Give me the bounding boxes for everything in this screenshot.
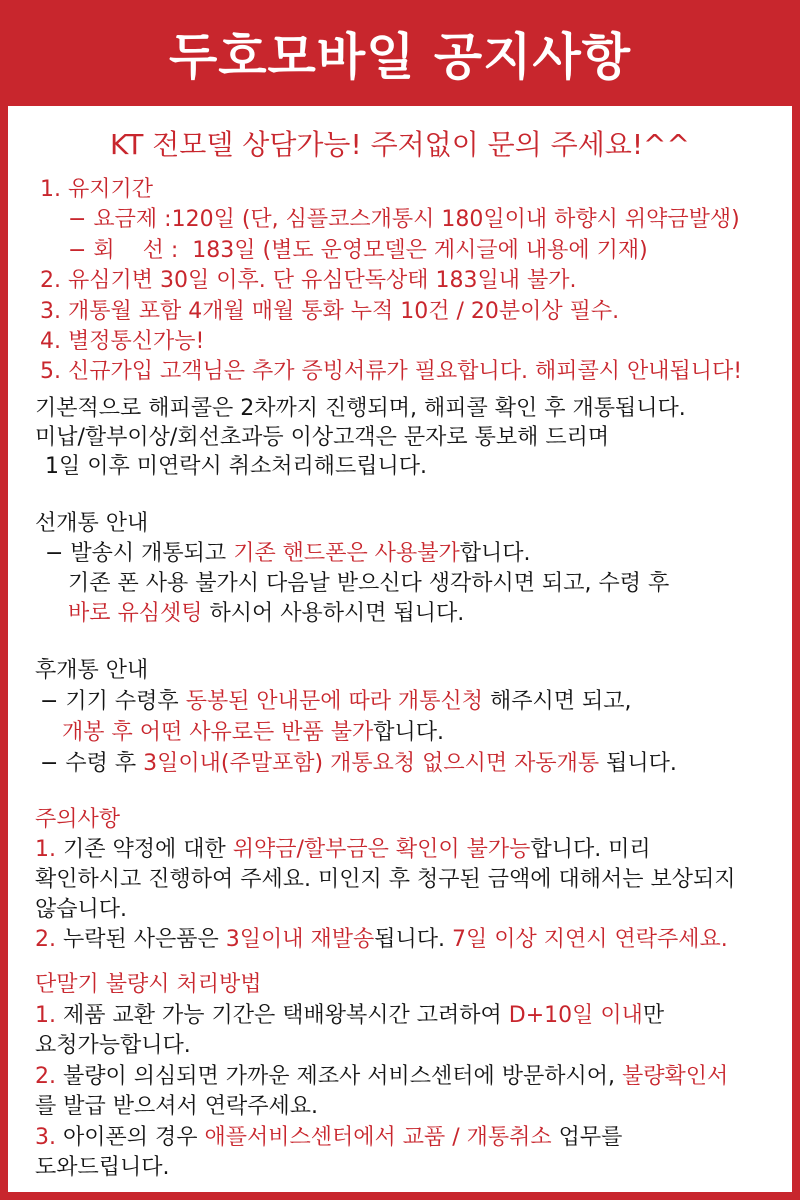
line-text: 합니다. bbox=[459, 540, 531, 566]
policy-item: 1. 유지기간 bbox=[40, 177, 153, 202]
line-text: 요청가능합니다. bbox=[35, 1033, 191, 1059]
line-text: 확인하시고 진행하여 주세요. 미인지 후 청구된 금액에 대해서는 보상되지 bbox=[35, 867, 736, 893]
section-line bbox=[8, 1153, 792, 1184]
notice-header bbox=[8, 8, 792, 106]
policy-subitem: − 요금제 :120일 (단, 심플코스개통시 180일이내 하향시 위약금발생) bbox=[68, 207, 740, 233]
policy-list bbox=[8, 175, 792, 388]
defect-process-section bbox=[8, 970, 792, 1184]
section-line bbox=[8, 1062, 792, 1093]
info-line: 1일 이후 미연락시 취소처리해드립니다. bbox=[45, 453, 428, 479]
highlight-text: 3일이내 재발송 bbox=[225, 927, 375, 953]
line-text: 기존 폰 사용 불가시 다음날 받으신다 생각하시면 되고, 수령 후 bbox=[68, 570, 670, 596]
line-text: 됩니다. bbox=[599, 750, 677, 776]
post-activation-section bbox=[8, 655, 792, 779]
section-line bbox=[8, 865, 792, 895]
section-title: 후개통 안내 bbox=[35, 657, 149, 683]
highlight-text: 3일이내(주말포함) 개통요청 없으시면 자동개통 bbox=[143, 750, 600, 776]
section-line bbox=[8, 835, 792, 865]
section-line bbox=[8, 569, 792, 599]
section-title: 주의사항 bbox=[35, 807, 121, 833]
section-line bbox=[8, 1001, 792, 1032]
line-text: 합니다. bbox=[373, 719, 444, 745]
section-line bbox=[8, 717, 792, 748]
item-number: 2. bbox=[35, 1063, 56, 1089]
section-line bbox=[8, 539, 792, 569]
section-line bbox=[8, 686, 792, 717]
highlight-text: 개봉 후 어떤 사유로든 반품 불가 bbox=[62, 719, 374, 745]
pre-activation-section bbox=[8, 509, 792, 629]
line-text: 합니다. 미리 bbox=[530, 837, 651, 863]
highlight-text: 애플서비스센터에서 교품 / 개통취소 bbox=[204, 1124, 552, 1150]
line-text: 누락된 사은품은 bbox=[56, 927, 226, 953]
line-text: 도와드립니다. bbox=[35, 1155, 170, 1181]
info-line: 기본적으로 해피콜은 2차까지 진행되며, 해피콜 확인 후 개통됩니다. bbox=[35, 395, 686, 421]
line-text: 업무를 bbox=[551, 1124, 623, 1150]
line-text: 해주시면 되고, bbox=[482, 688, 632, 714]
item-number: 1. bbox=[35, 1002, 56, 1028]
item-number: 1. bbox=[35, 837, 56, 863]
consultation-tagline: KT 전모델 상담가능! 주저없이 문의 주세요!^^ bbox=[110, 128, 690, 161]
line-text: − 기기 수령후 bbox=[40, 688, 186, 714]
section-title: 단말기 불량시 처리방법 bbox=[35, 972, 262, 998]
highlight-text: 동봉된 안내문에 따라 개통신청 bbox=[185, 688, 483, 714]
item-number: 3. bbox=[35, 1124, 56, 1150]
policy-subitem: − 회 선 : 183일 (별도 운영모델은 게시글에 내용에 기재) bbox=[68, 237, 648, 263]
line-text: 만 bbox=[642, 1002, 665, 1028]
section-line bbox=[8, 895, 792, 925]
section-line bbox=[8, 1123, 792, 1154]
section-line bbox=[8, 748, 792, 779]
section-line bbox=[8, 1092, 792, 1123]
policy-item: 5. 신규가입 고객님은 추가 증빙서류가 필요합니다. 해피콜시 안내됩니다! bbox=[40, 359, 743, 385]
notice-title: 두호모바일 공지사항 bbox=[168, 28, 632, 86]
item-number: 2. bbox=[35, 927, 56, 953]
line-text: − 수령 후 bbox=[40, 750, 144, 776]
happycall-info bbox=[8, 394, 792, 481]
line-text: 제품 교환 가능 기간은 택배왕복시간 고려하여 bbox=[56, 1002, 509, 1028]
highlight-text: 불량확인서 bbox=[622, 1063, 729, 1089]
policy-item: 2. 유심기변 30일 이후. 단 유심단독상태 183일내 불가. bbox=[40, 268, 577, 294]
highlight-text: 7일 이상 지연시 연락주세요. bbox=[452, 927, 728, 953]
highlight-text: 기존 핸드폰은 사용불가 bbox=[233, 540, 460, 566]
line-text: 하시어 사용하시면 됩니다. bbox=[202, 600, 465, 626]
highlight-text: 바로 유심셋팅 bbox=[68, 600, 203, 626]
section-line bbox=[8, 925, 792, 955]
line-text: 않습니다. bbox=[35, 897, 128, 923]
section-line bbox=[8, 599, 792, 629]
line-text: − 발송시 개통되고 bbox=[45, 540, 234, 566]
policy-item: 4. 별정통신가능! bbox=[40, 328, 205, 354]
highlight-text: D+10일 이내 bbox=[508, 1002, 643, 1028]
highlight-text: 위약금/할부금은 확인이 불가능 bbox=[232, 837, 531, 863]
section-line bbox=[8, 1031, 792, 1062]
cautions-section bbox=[8, 805, 792, 955]
line-text: 아이폰의 경우 bbox=[56, 1124, 205, 1150]
line-text: 를 발급 받으셔서 연락주세요. bbox=[35, 1094, 318, 1120]
policy-item: 3. 개통월 포함 4개월 매월 통화 누적 10건 / 20분이상 필수. bbox=[40, 298, 620, 324]
info-line: 미납/할부이상/회선초과등 이상고객은 문자로 통보해 드리며 bbox=[35, 424, 610, 450]
section-title: 선개통 안내 bbox=[35, 510, 149, 536]
line-text: 불량이 의심되면 가까운 제조사 서비스센터에 방문하시어, bbox=[56, 1063, 622, 1089]
line-text: 기존 약정에 대한 bbox=[56, 837, 233, 863]
line-text: 됩니다. bbox=[374, 927, 453, 953]
